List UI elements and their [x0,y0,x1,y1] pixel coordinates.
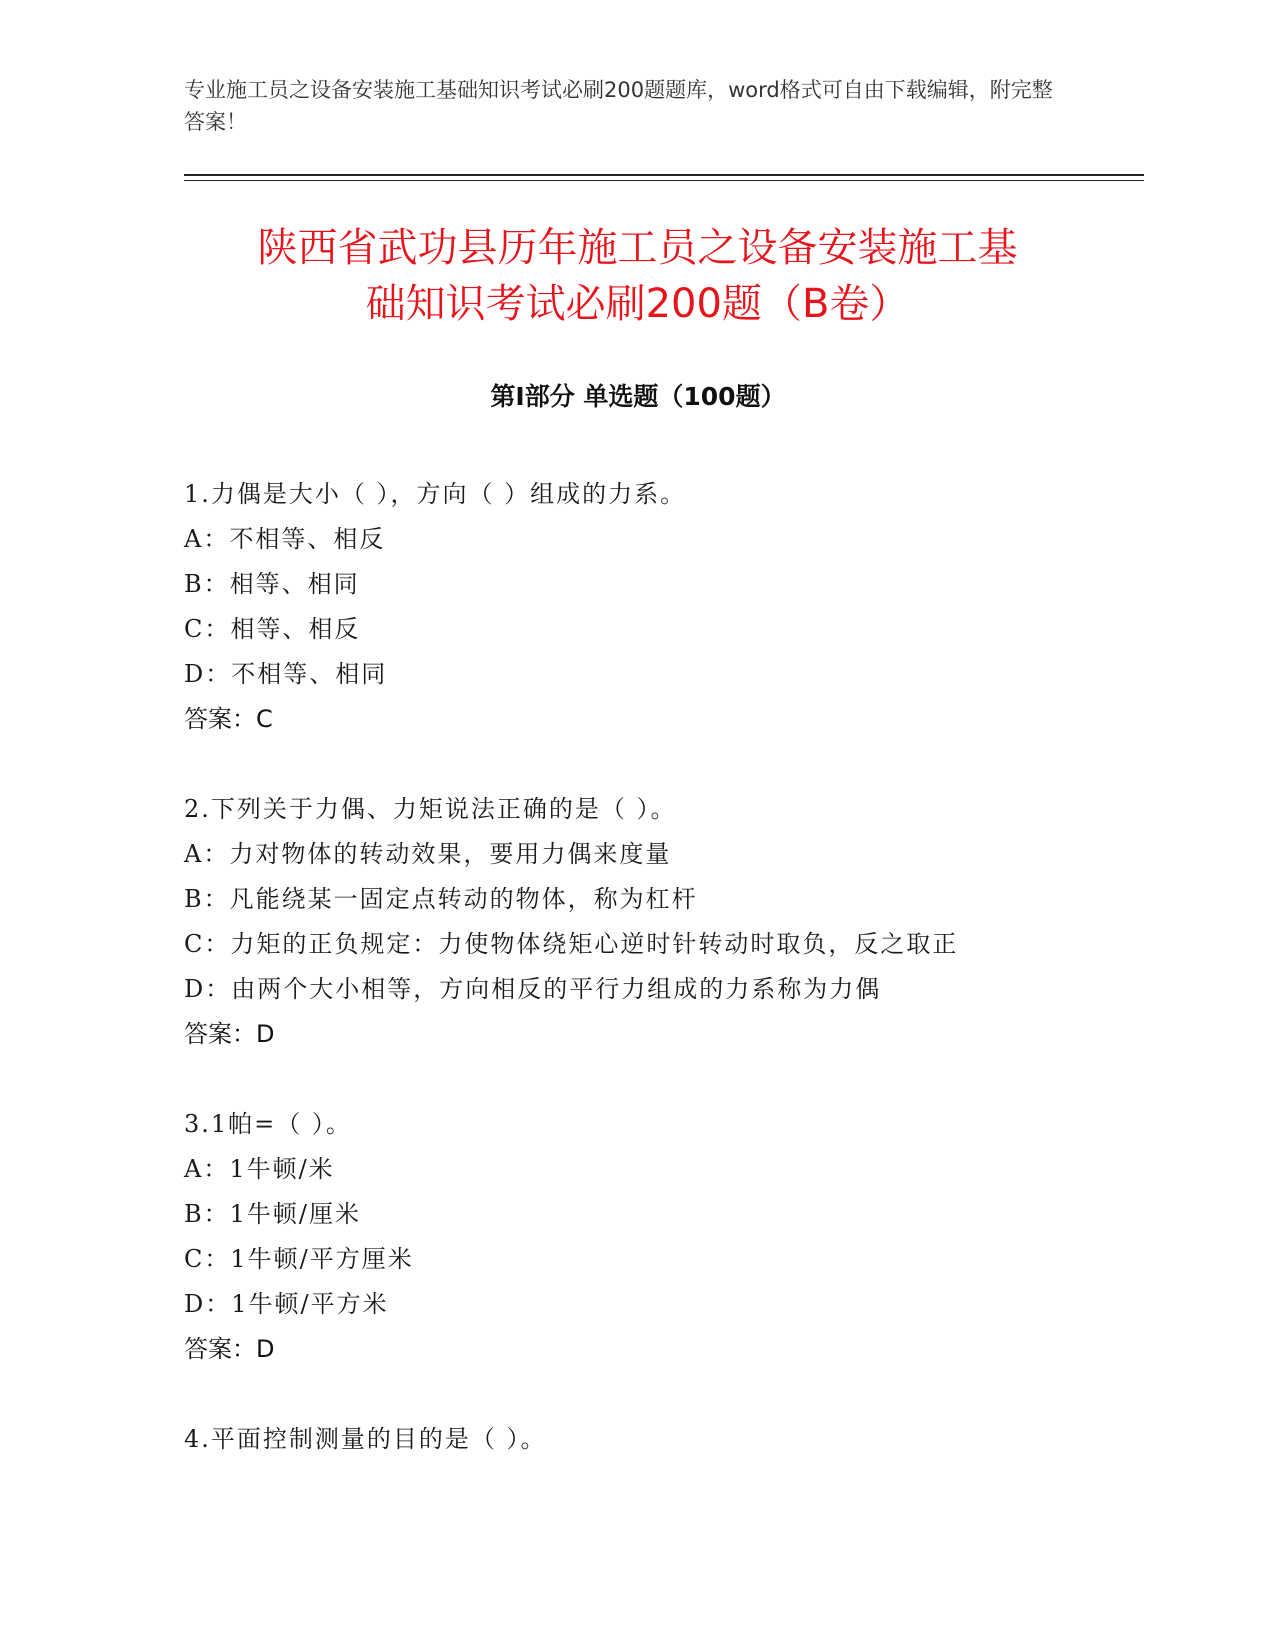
question-1 [184,472,1124,742]
option-a: A：1牛顿/米 [184,1155,335,1183]
question-stem: 3.1帕=（ ）。 [184,1110,352,1138]
question-stem: 2.下列关于力偶、力矩说法正确的是（ ）。 [184,795,677,823]
option-a: A：不相等、相反 [184,525,386,553]
option-b: B：凡能绕某一固定点转动的物体，称为杠杆 [184,885,698,913]
question-stem: 1.力偶是大小（ ），方向（ ）组成的力系。 [184,480,687,508]
option-d: D：1牛顿/平方米 [184,1290,389,1318]
header-rule-thick [184,174,1144,176]
question-2 [184,787,1124,1057]
option-b: B：1牛顿/厘米 [184,1200,361,1228]
option-c: C：力矩的正负规定：力使物体绕矩心逆时针转动时取负，反之取正 [184,930,959,958]
question-3 [184,1102,1124,1372]
option-c: C：1牛顿/平方厘米 [184,1245,414,1273]
answer: 答案：C [184,705,273,733]
answer: 答案：D [184,1020,275,1048]
section-heading: 第I部分 单选题（100题） [490,382,786,411]
option-b: B：相等、相同 [184,570,360,598]
question-list [184,472,1124,1507]
option-a: A：力对物体的转动效果，要用力偶来度量 [184,840,672,868]
answer: 答案：D [184,1335,275,1363]
header-note: 专业施工员之设备安装施工基础知识考试必刷200题题库，word格式可自由下载编辑，附完整答案！ [184,78,1053,134]
option-c: C：相等、相反 [184,615,361,643]
option-d: D：由两个大小相等，方向相反的平行力组成的力系称为力偶 [184,975,882,1003]
document-title [150,220,1125,332]
question-stem: 4.平面控制测量的目的是（ ）。 [184,1425,547,1453]
question-4 [184,1417,1124,1462]
title-line-2: 础知识考试必刷200题（B卷） [365,281,910,327]
title-line-1: 陕西省武功县历年施工员之设备安装施工基 [257,225,1018,271]
header-rule-thin [184,180,1144,181]
option-d: D：不相等、相同 [184,660,388,688]
